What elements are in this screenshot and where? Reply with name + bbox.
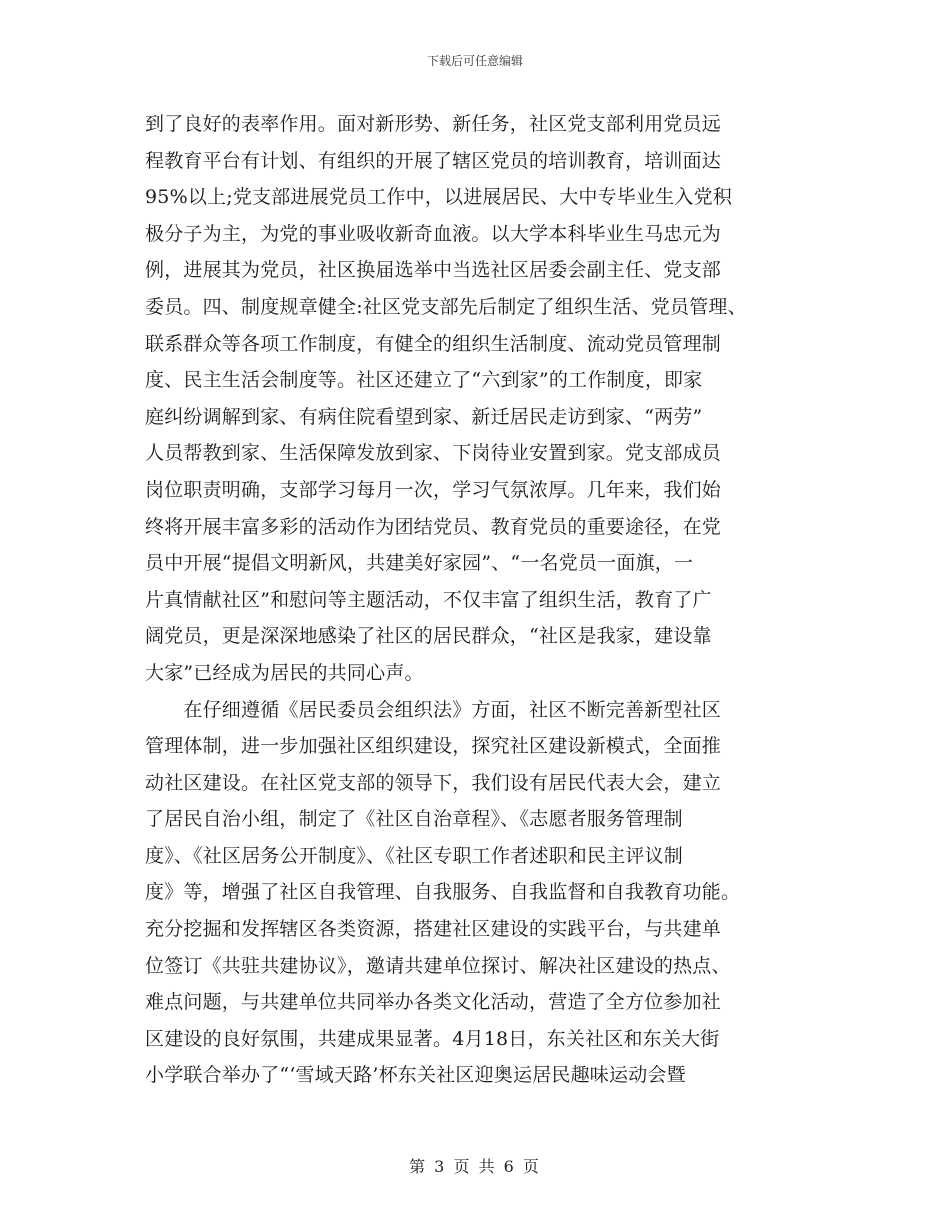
text-line: 岗位职责明确，支部学习每月一次，学习气氛浓厚。几年来，我们始 (145, 478, 722, 501)
text-line: 到了良好的表率作用。面对新形势、新任务，社区党支部利用党员远 (145, 113, 722, 135)
text-line: 委员。四、制度规章健全:社区党支部先后制定了组织生活、党员管理、 (145, 295, 747, 318)
text-line: 度》、《社区居务公开制度》、《社区专职工作者述职和民主评议制 (145, 844, 684, 867)
text-line: 管理体制，进一步加强社区组织建设，探究社区建设新模式，全面推 (145, 735, 722, 758)
text-line: 阔党员，更是深深地感染了社区的居民群众，“社区是我家，建设靠 (145, 625, 712, 648)
text-line: 极分子为主，为党的事业吸收新奇血液。以大学本科毕业生马忠元为 (145, 222, 722, 245)
text-line: 程教育平台有计划、有组织的开展了辖区党员的培训教育，培训面达 (145, 149, 722, 172)
text-line: 员中开展“提倡文明新风，共建美好家园”、“一名党员一面旗，一 (145, 552, 694, 575)
text-line: 95%以上;党支部进展党员工作中，以进展居民、大中专毕业生入党积 (145, 186, 733, 209)
text-line: 度》等，增强了社区自我管理、自我服务、自我监督和自我教育功能。 (145, 881, 741, 904)
document-body (145, 106, 825, 1094)
text-line: 人员帮教到家、生活保障发放到家、下岗待业安置到家。党支部成员 (145, 442, 722, 465)
text-line: 例，进展其为党员，社区换届选举中当选社区居委会副主任、党支部 (145, 259, 722, 282)
text-line: 难点问题，与共建单位共同举办各类文化活动，营造了全方位参加社 (145, 991, 722, 1014)
text-line: 庭纠纷调解到家、有病住院看望到家、新迁居民走访到家、“两劳” (145, 405, 703, 428)
text-line: 位签订《共驻共建协议》，邀请共建单位探讨、解决社区建设的热点、 (145, 954, 731, 977)
text-line: 度、民主生活会制度等。社区还建立了“六到家”的工作制度，即家 (145, 369, 703, 392)
text-line: 充分挖掘和发挥辖区各类资源，搭建社区建设的实践平台，与共建单 (145, 918, 722, 941)
text-line: 片真情献社区”和慰问等主题活动，不仅丰富了组织生活，教育了广 (145, 588, 712, 611)
text-line: 联系群众等各项工作制度，有健全的组织生活制度、流动党员管理制 (145, 332, 722, 355)
text-line: 了居民自治小组，制定了《社区自治章程》、《志愿者服务管理制 (145, 808, 683, 831)
text-line: 小学联合举办了“‘雪域天路’杯东关社区迎奥运居民趣味运动会暨 (145, 1064, 686, 1087)
text-line: 大家”已经成为居民的共同心声。 (145, 661, 424, 684)
text-line: 在仔细遵循《居民委员会组织法》方面，社区不断完善新型社区 (145, 698, 722, 721)
page-number: 第 3 页 共 6 页 (409, 1157, 541, 1176)
page-header: 下载后可任意编辑 (426, 54, 523, 68)
text-line: 动社区建设。在社区党支部的领导下，我们设有居民代表大会，建立 (145, 771, 722, 794)
text-line: 终将开展丰富多彩的活动作为团结党员、教育党员的重要途径，在党 (145, 515, 722, 538)
text-line: 区建设的良好氛围，共建成果显著。4月18日，东关社区和东关大街 (145, 1027, 720, 1050)
